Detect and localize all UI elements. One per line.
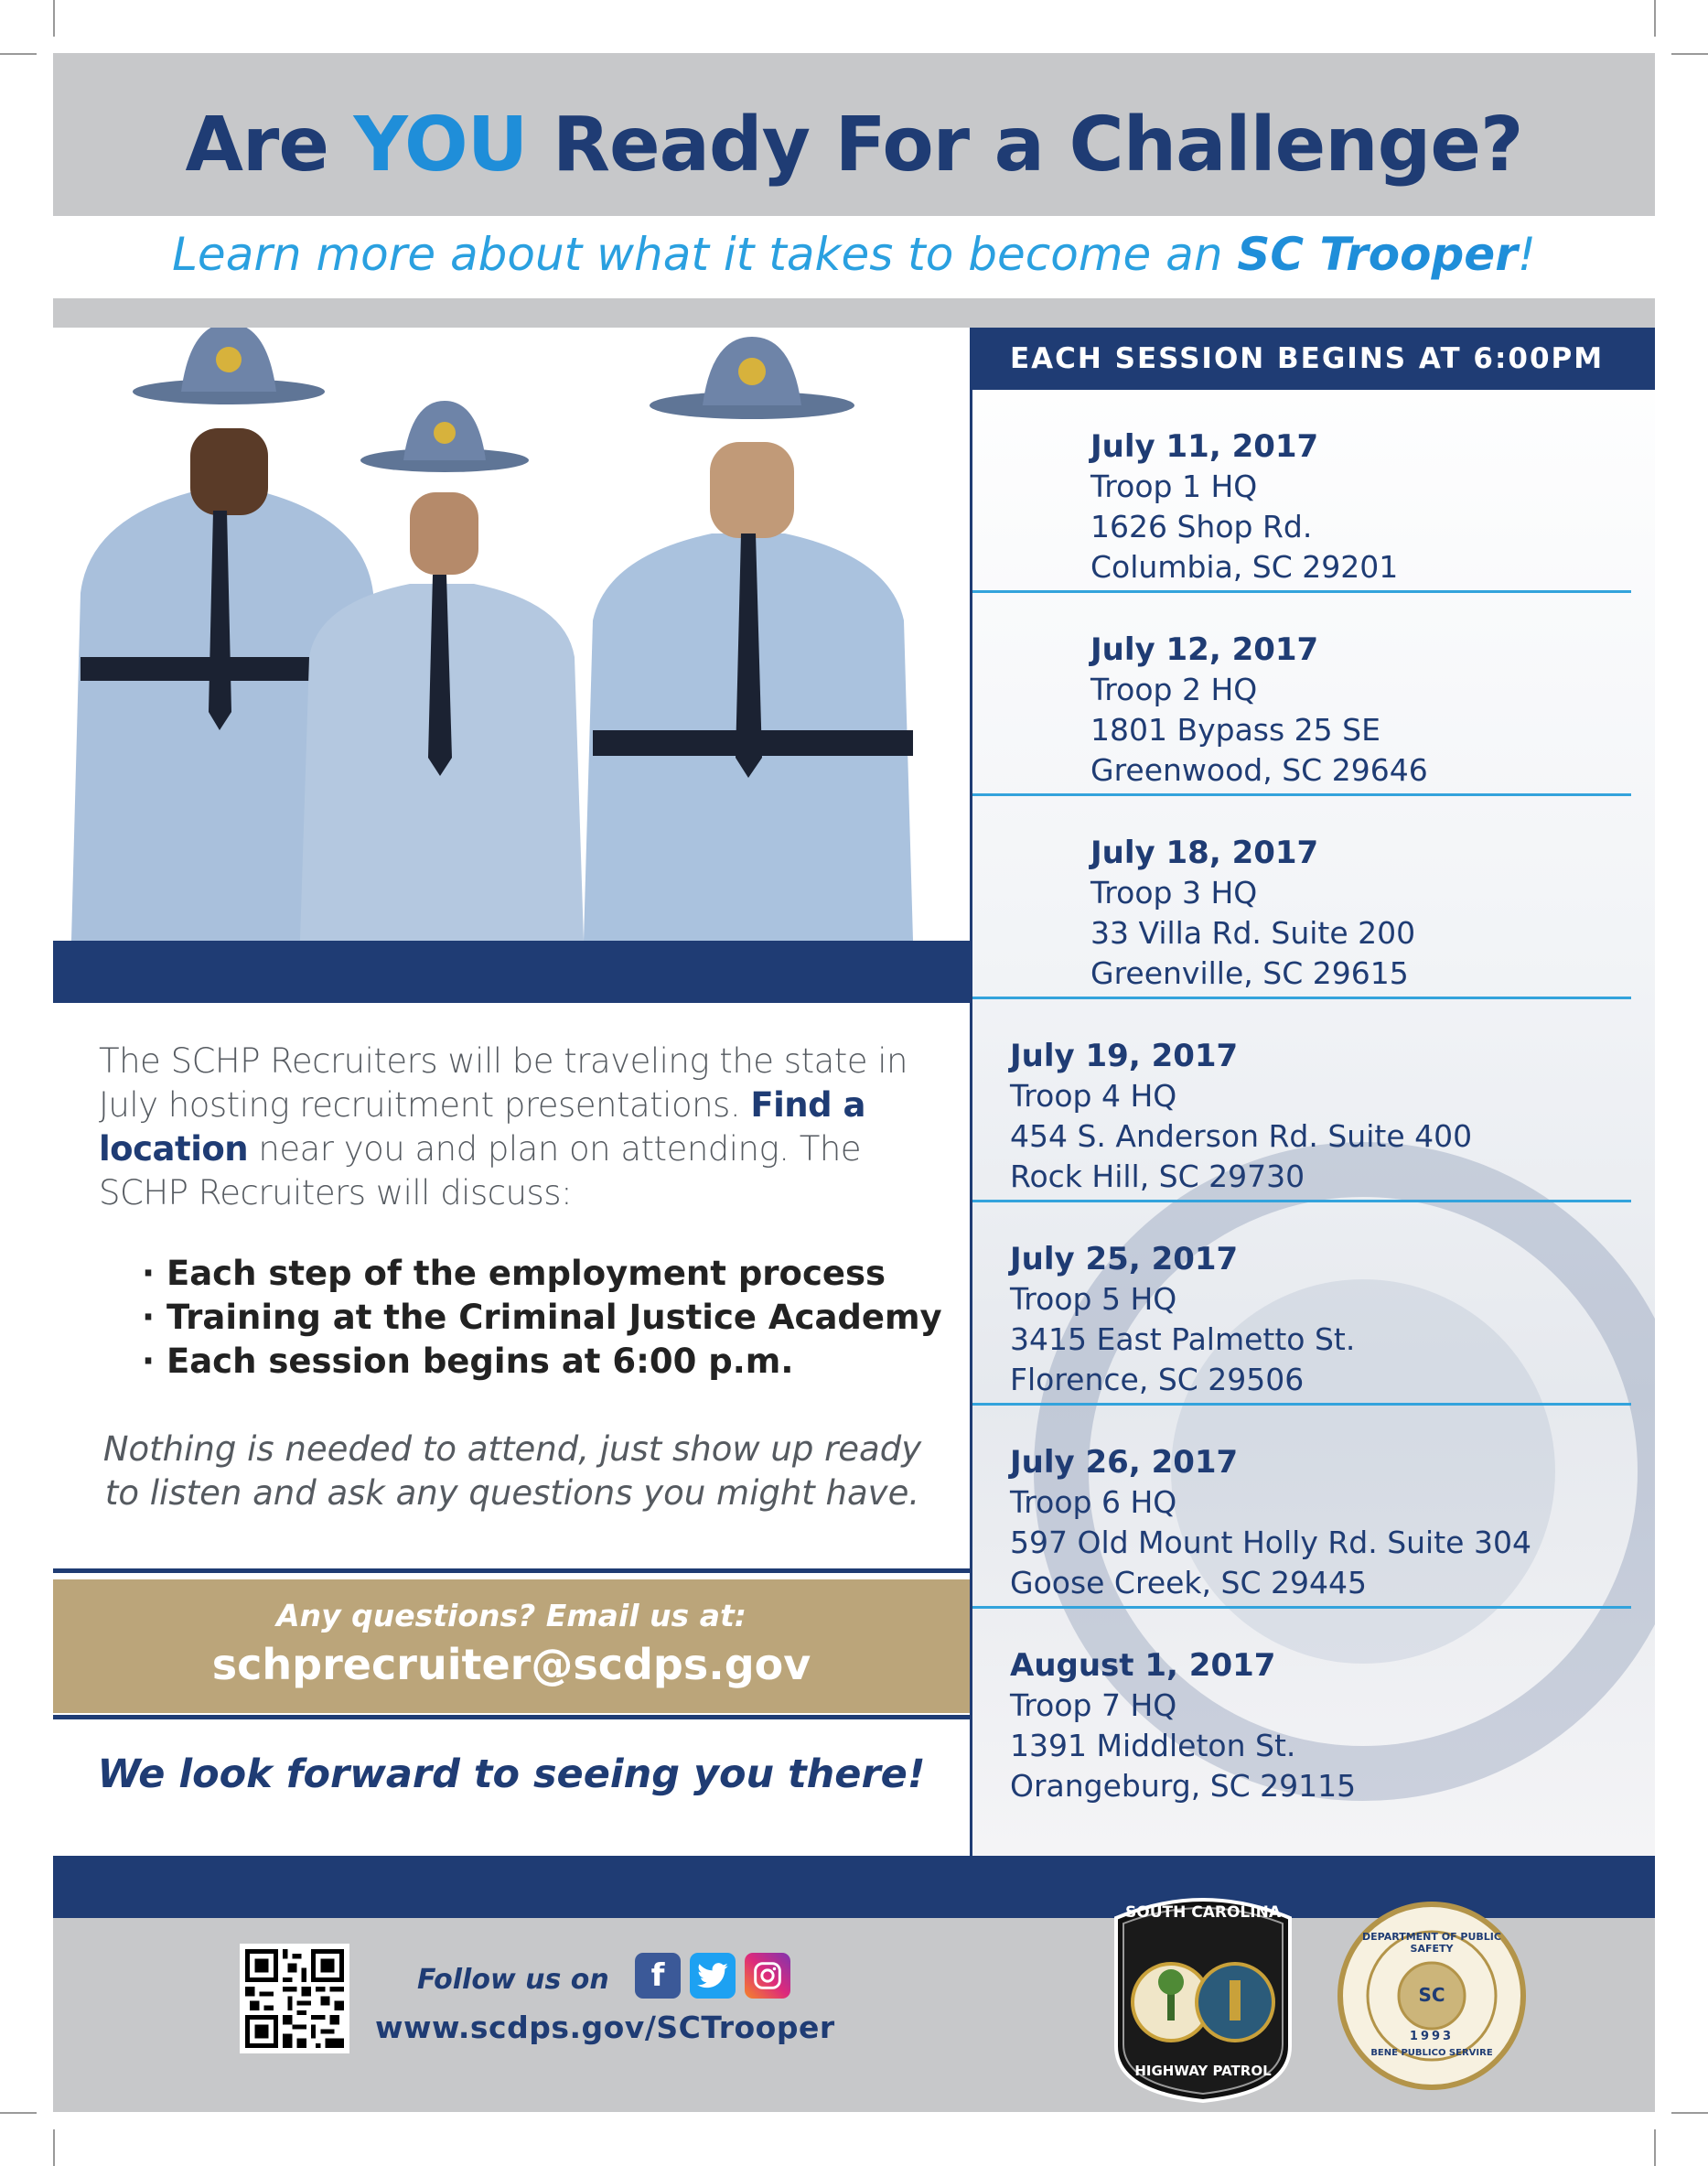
crop-mark <box>53 0 55 37</box>
seal-motto: BENE PUBLICO SERVIRE <box>1370 2048 1493 2058</box>
session-city: Greenville, SC 29615 <box>1090 955 1409 991</box>
twitter-icon[interactable] <box>690 1953 736 1999</box>
session-item <box>972 593 1631 796</box>
session-date: August 1, 2017 <box>1010 1647 1276 1684</box>
contact-rule <box>53 1568 970 1573</box>
session-item <box>972 1406 1631 1609</box>
troopers-photo <box>53 328 970 941</box>
questions-label: Any questions? Email us at: <box>276 1598 747 1633</box>
crop-mark <box>1654 0 1656 37</box>
attendance-note: Nothing is needed to attend, just show up ready to listen and ask any questions you might have. <box>102 1429 922 1513</box>
email-link[interactable]: schprecruiter@scdps.gov <box>211 1640 811 1689</box>
session-date: July 12, 2017 <box>1090 631 1319 668</box>
list-item: · Each session begins at 6:00 p.m. <box>142 1342 794 1381</box>
crop-mark <box>0 2112 37 2114</box>
seal-name: DEPARTMENT OF PUBLIC SAFETY <box>1362 1931 1501 1955</box>
session-item <box>972 796 1631 999</box>
crop-mark <box>1654 2129 1656 2166</box>
trooper-figure <box>300 401 584 941</box>
session-date: July 25, 2017 <box>1010 1241 1239 1277</box>
follow-label: Follow us on <box>417 1964 609 1996</box>
crop-mark <box>0 53 37 55</box>
session-troop: Troop 4 HQ <box>1010 1078 1177 1114</box>
session-date: July 26, 2017 <box>1010 1444 1239 1481</box>
page-title: Are YOU Ready For a Challenge? <box>185 102 1523 189</box>
instagram-camera-icon <box>753 1961 782 1990</box>
session-date: July 19, 2017 <box>1010 1038 1239 1074</box>
session-city: Goose Creek, SC 29445 <box>1010 1565 1367 1600</box>
session-troop: Troop 2 HQ <box>1090 672 1258 707</box>
qr-code-icon <box>245 1949 344 2048</box>
list-item: · Training at the Criminal Justice Academy <box>142 1298 942 1337</box>
session-troop: Troop 5 HQ <box>1010 1281 1177 1317</box>
session-city: Rock Hill, SC 29730 <box>1010 1158 1305 1194</box>
session-city: Greenwood, SC 29646 <box>1090 752 1428 788</box>
session-street: 3415 East Palmetto St. <box>1010 1321 1356 1357</box>
crop-mark <box>53 2129 55 2166</box>
session-item <box>972 1609 1631 1812</box>
troopers-illustration <box>53 328 970 941</box>
session-troop: Troop 3 HQ <box>1090 875 1258 911</box>
session-item <box>972 1202 1631 1406</box>
session-date: July 18, 2017 <box>1090 835 1319 871</box>
session-street: 33 Villa Rd. Suite 200 <box>1090 915 1416 951</box>
session-troop: Troop 7 HQ <box>1010 1687 1177 1723</box>
session-street: 597 Old Mount Holly Rd. Suite 304 <box>1010 1525 1531 1560</box>
seal-center: SC <box>1418 1984 1445 2006</box>
session-troop: Troop 1 HQ <box>1090 469 1258 504</box>
instagram-icon[interactable] <box>745 1953 790 1999</box>
session-item <box>972 390 1631 593</box>
patch-bottom-text: HIGHWAY PATROL <box>1134 2063 1272 2079</box>
session-city: Orangeburg, SC 29115 <box>1010 1768 1357 1804</box>
session-street: 454 S. Anderson Rd. Suite 400 <box>1010 1118 1473 1154</box>
crop-mark <box>1671 53 1708 55</box>
qr-code[interactable] <box>240 1944 349 2053</box>
website-link[interactable]: www.scdps.gov/SCTrooper <box>375 2010 835 2045</box>
session-street: 1626 Shop Rd. <box>1090 509 1313 544</box>
facebook-icon[interactable]: f <box>635 1953 681 1999</box>
session-street: 1391 Middleton St. <box>1010 1728 1296 1763</box>
session-city: Florence, SC 29506 <box>1010 1362 1305 1397</box>
photo-underbar <box>53 941 970 1003</box>
dps-seal <box>1336 1900 1528 2092</box>
crop-mark <box>1671 2112 1708 2114</box>
closing-line: We look forward to seeing you there! <box>97 1751 926 1797</box>
trooper-figure <box>584 337 913 941</box>
seal-year: 1993 <box>1409 2030 1455 2043</box>
twitter-bird-icon <box>697 1963 728 1988</box>
patch-top-text: SOUTH CAROLINA <box>1125 1903 1281 1922</box>
divider-strip <box>53 298 1655 328</box>
session-street: 1801 Bypass 25 SE <box>1090 712 1380 748</box>
highway-patrol-patch <box>1107 1891 1299 2103</box>
topic-list <box>142 1252 947 1384</box>
session-item <box>972 999 1631 1202</box>
session-date: July 11, 2017 <box>1090 428 1319 465</box>
page-subtitle: Learn more about what it takes to become an SC Trooper! <box>172 228 1536 281</box>
contact-rule <box>53 1715 970 1719</box>
session-troop: Troop 6 HQ <box>1010 1484 1177 1520</box>
session-city: Columbia, SC 29201 <box>1090 549 1399 585</box>
intro-paragraph: The SCHP Recruiters will be traveling the state in July hosting recruitment presentations. Find a location near you and plan on attending. The SCHP Recruiters will discuss: <box>99 1041 908 1212</box>
schedule-header: EACH SESSION BEGINS AT 6:00PM <box>970 328 1655 390</box>
list-item: · Each step of the employment process <box>142 1254 886 1293</box>
